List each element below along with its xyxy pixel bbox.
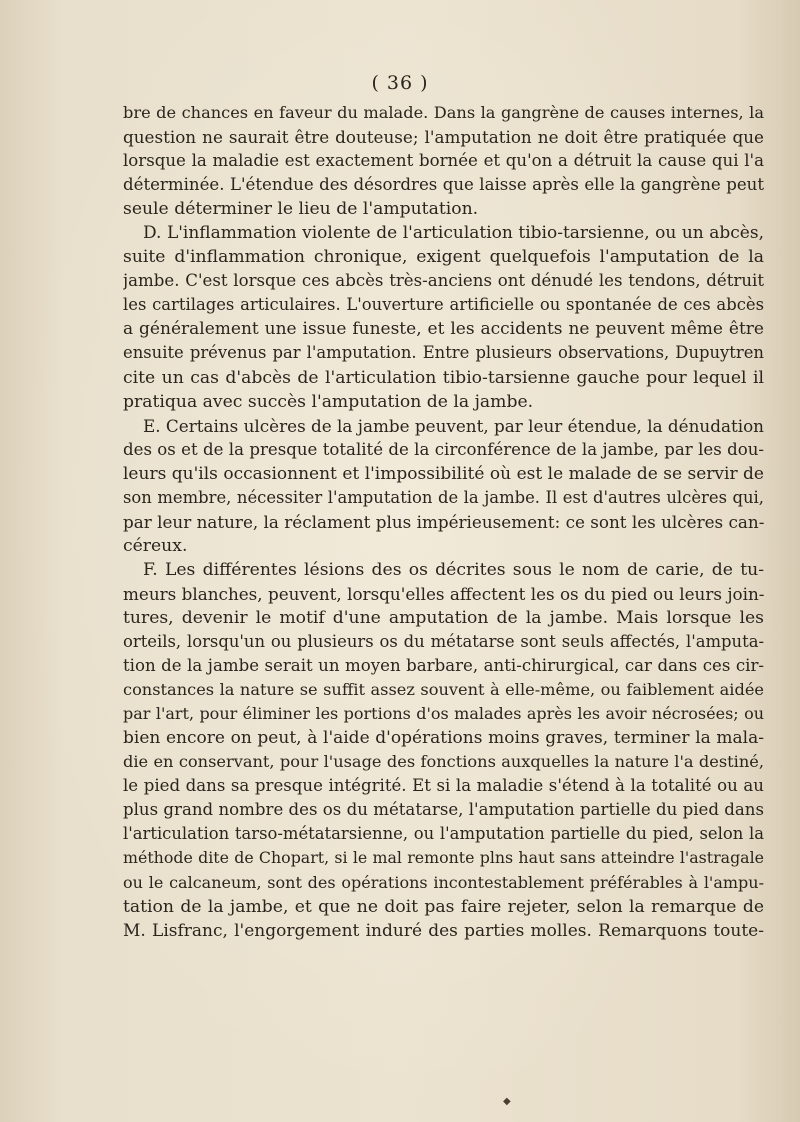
text-line: bre de chances en faveur du malade. Dans la gangrène de causes internes, la [123, 103, 764, 122]
text-line: lorsque la maladie est exactement bornée et qu'on a détruit la cause qui l'a [123, 151, 764, 171]
text-line: E. Certains ulcères de la jambe peuvent, par leur étendue, la dénudation [143, 415, 764, 436]
text-line: l'articulation tarso-métatarsienne, ou l'amputation partielle du pied, selon la [123, 824, 764, 844]
text-line: suite d'inflammation chronique, exigent quelquefois l'amputation de la [123, 247, 764, 268]
text-line: D. L'inflammation violente de l'articulation tibio-tarsienne, ou un abcès, [143, 223, 764, 244]
text-line: M. Lisfranc, l'engorgement induré des parties molles. Remarquons toute- [123, 920, 764, 941]
text-line: par leur nature, la réclament plus impérieusement: ce sont les ulcères can- [123, 511, 764, 532]
text-line: meurs blanches, peuvent, lorsqu'elles affectent les os du pied ou leurs join- [123, 583, 764, 604]
body-text [123, 101, 764, 943]
text-line: constances la nature se suffit assez souvent à elle-même, ou faiblement aidée [123, 680, 764, 700]
text-line: bien encore on peut, à l'aide d'opérations moins graves, terminer la mala- [123, 728, 764, 749]
text-line: méthode dite de Chopart, si le mal remonte plns haut sans atteindre l'astragale [123, 848, 764, 868]
text-line: question ne saurait être douteuse; l'amputation ne doit être pratiquée que [123, 127, 764, 148]
text-line: die en conservant, pour l'usage des fonctions auxquelles la nature l'a destiné, [123, 752, 764, 772]
text-line: jambe. C'est lorsque ces abcès très-anciens ont dénudé les tendons, détruit [123, 271, 764, 291]
text-line: ensuite prévenus par l'amputation. Entre plusieurs observations, Dupuytren [123, 343, 764, 363]
text-line: seule déterminer le lieu de l'amputation. [123, 199, 479, 220]
text-line: le pied dans sa presque intégrité. Et si la maladie s'étend à la totalité ou au [123, 776, 764, 796]
text-line: par l'art, pour éliminer les portions d'os malades après les avoir nécrosées; ou [123, 704, 764, 724]
text-line: céreux. [123, 535, 188, 556]
text-line: leurs qu'ils occasionnent et l'impossibilité où est le malade de se servir de [123, 463, 764, 484]
text-line: tures, devenir le motif d'une amputation de la jambe. Mais lorsque les [123, 607, 764, 628]
text-line: des os et de la presque totalité de la circonférence de la jambe, par les dou- [123, 439, 764, 459]
text-line: tation de la jambe, et que ne doit pas faire rejeter, selon la remarque de [123, 896, 764, 917]
text-line: cite un cas d'abcès de l'articulation tibio-tarsienne gauche pour lequel il [123, 367, 764, 388]
page-number: ( 36 ) [371, 72, 429, 94]
printer-mark-icon: ◆ [503, 1096, 511, 1107]
text-line: pratiqua avec succès l'amputation de la jambe. [123, 391, 534, 412]
text-line: tion de la jambe serait un moyen barbare, anti-chirurgical, car dans ces cir- [123, 656, 764, 676]
text-line: F. Les différentes lésions des os décrites sous le nom de carie, de tu- [143, 559, 764, 580]
text-line: les cartilages articulaires. L'ouverture artificielle ou spontanée de ces abcès [123, 295, 764, 315]
text-line: a généralement une issue funeste, et les accidents ne peuvent même être [123, 319, 764, 340]
text-line: son membre, nécessiter l'amputation de la jambe. Il est d'autres ulcères qui, [123, 487, 764, 507]
text-line: plus grand nombre des os du métatarse, l'amputation partielle du pied dans [123, 800, 764, 820]
text-line: orteils, lorsqu'un ou plusieurs os du métatarse sont seuls affectés, l'amputa- [123, 632, 764, 652]
text-line: ou le calcaneum, sont des opérations incontestablement préférables à l'ampu- [123, 872, 764, 892]
text-line: déterminée. L'étendue des désordres que laisse après elle la gangrène peut [123, 175, 764, 195]
